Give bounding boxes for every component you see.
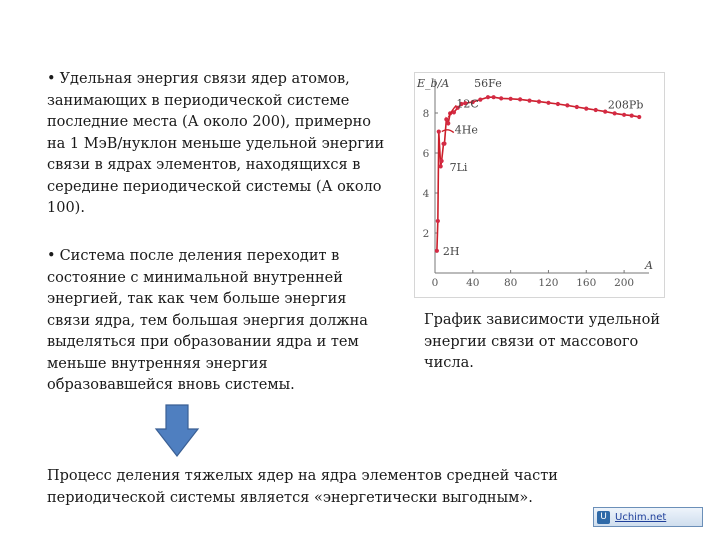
data-point — [584, 107, 588, 111]
data-point — [439, 164, 443, 168]
data-point — [440, 159, 444, 163]
data-point — [492, 95, 496, 99]
y-tick-label: 4 — [422, 188, 430, 200]
data-point — [509, 97, 513, 101]
y-tick-label: 2 — [422, 228, 430, 240]
point-annotation: 208Pb — [607, 98, 644, 112]
paragraph-text: Удельная энергия связи ядер атомов, занимающих в периодической системе последние места (А около 200), примерно на 1 МэВ/нуклон меньше удельной энергии связи в ядрах элементов, находящихся в середине периодической системы (А около 100). — [47, 71, 385, 216]
uchim-net-badge[interactable] — [593, 507, 703, 527]
data-point — [575, 105, 579, 109]
uchim-logo-icon: U — [597, 511, 610, 524]
x-tick-label: 0 — [431, 277, 439, 289]
y-tick-label: 8 — [422, 108, 430, 120]
conclusion-text: Процесс деления тяжелых ядер на ядра элементов средней части периодической системы является «энергетически выгодным». — [47, 468, 558, 506]
point-annotation: 4He — [454, 123, 478, 137]
point-annotation: 2H — [442, 244, 460, 258]
x-tick-label: 40 — [466, 277, 480, 289]
text-paragraph-binding-energy — [47, 69, 387, 220]
data-point — [565, 103, 569, 107]
binding-energy-curve — [437, 97, 639, 251]
x-tick-label: 200 — [614, 277, 635, 289]
bullet-marker: • — [47, 71, 56, 87]
data-point — [622, 113, 626, 117]
annotation-arrow — [442, 130, 454, 133]
data-point — [437, 130, 441, 134]
y-tick-label: 6 — [422, 148, 430, 160]
point-annotation: 12C — [456, 97, 479, 111]
data-point — [527, 99, 531, 103]
x-axis-label: A — [645, 259, 653, 272]
data-point — [556, 102, 560, 106]
data-point — [546, 101, 550, 105]
y-axis-label: E_b/A — [417, 77, 450, 90]
data-point — [537, 100, 541, 104]
x-tick-label: 80 — [503, 277, 518, 289]
data-point — [446, 121, 450, 125]
data-point — [486, 95, 490, 99]
arrow-down-icon — [154, 404, 200, 458]
data-point — [435, 249, 439, 253]
data-point — [630, 114, 634, 118]
uchim-net-link[interactable]: Uchim.net — [615, 511, 667, 523]
data-point — [594, 108, 598, 112]
data-point — [518, 97, 522, 101]
data-point — [613, 111, 617, 115]
data-point — [499, 96, 503, 100]
x-tick-label: 120 — [538, 277, 559, 289]
data-point — [478, 98, 482, 102]
bullet-marker: • — [47, 248, 56, 264]
x-tick-label: 160 — [576, 277, 597, 289]
data-point — [444, 117, 448, 121]
chart-svg — [415, 73, 664, 297]
data-point — [436, 219, 440, 223]
point-annotation: 7Li — [449, 161, 468, 174]
text-paragraph-system-state — [47, 246, 382, 397]
binding-energy-chart — [414, 72, 665, 298]
chart-caption: График зависимости удельной энергии связи от массового числа. — [424, 312, 661, 371]
data-point — [442, 142, 446, 146]
data-point — [637, 115, 641, 119]
data-point — [603, 110, 607, 114]
point-annotation: 56Fe — [474, 77, 502, 91]
paragraph-text: Система после деления переходит в состояние с минимальной внутренней энергией, так как чем больше энергия связи ядра, тем большая энергия должна выделяться при образовании ядра и тем меньше внутренняя энергия образовавшейся вновь системы. — [47, 248, 368, 393]
